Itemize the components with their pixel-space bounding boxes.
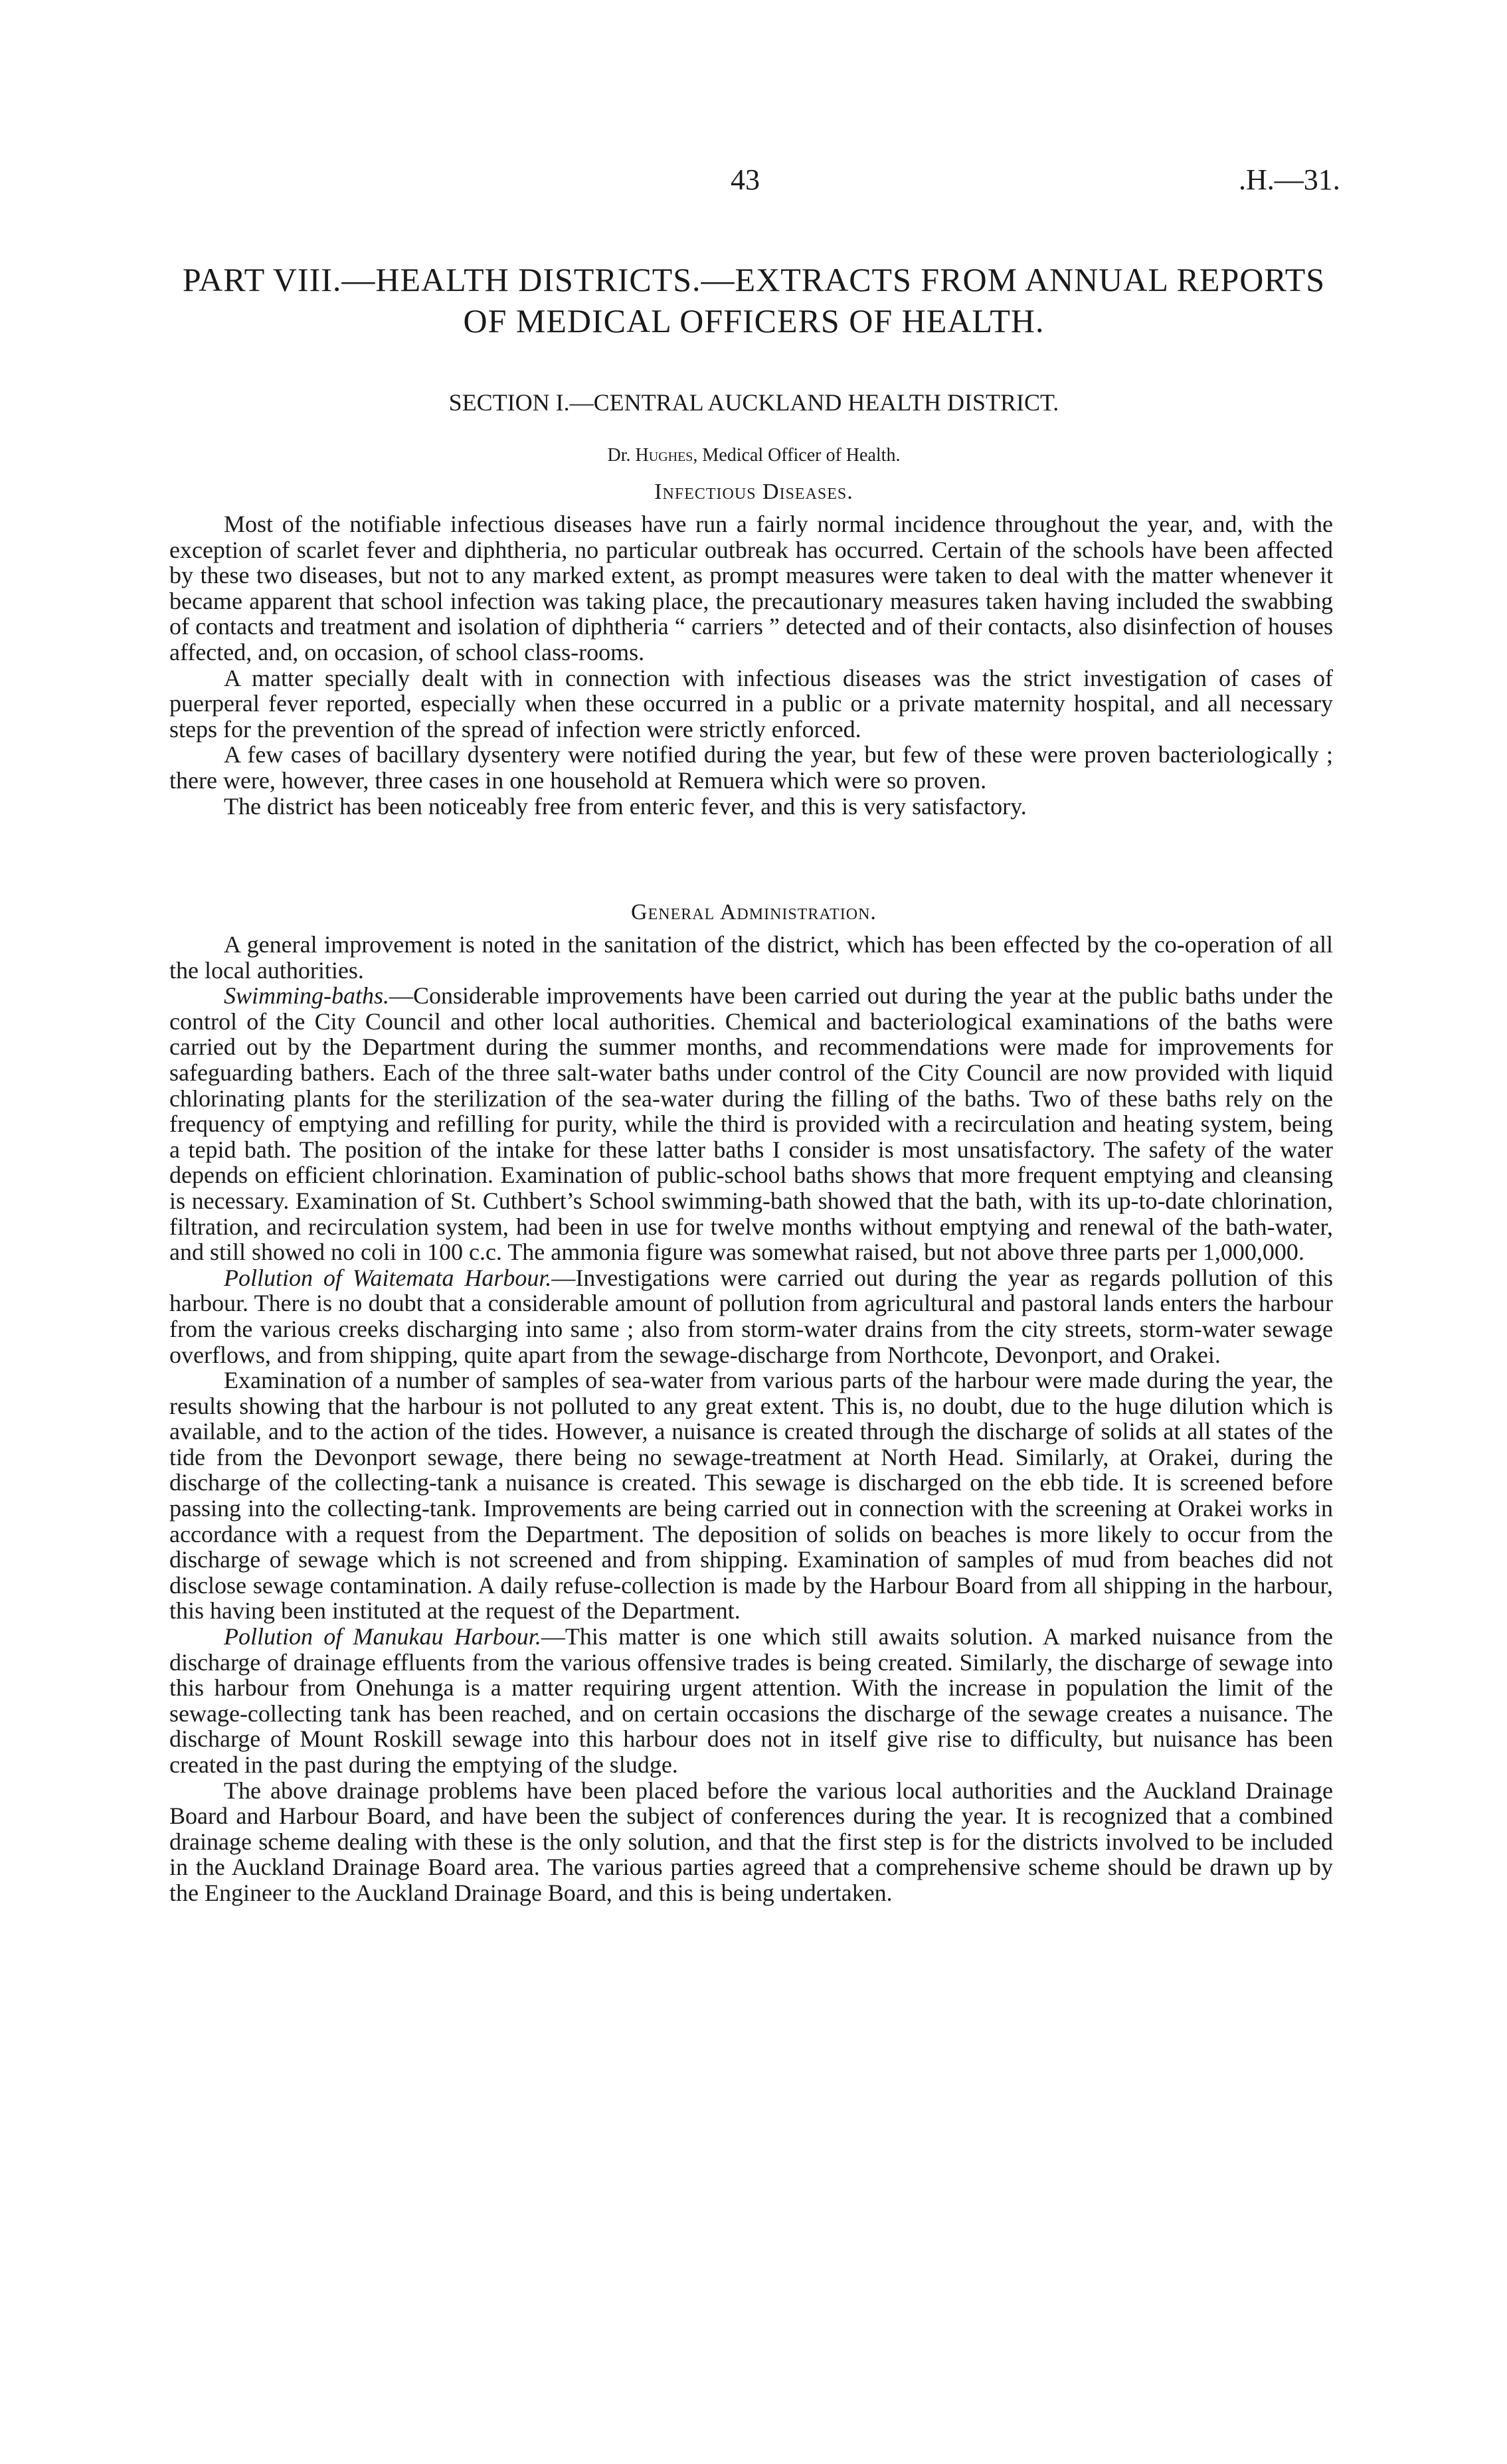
officer-name: Hughes <box>635 445 693 466</box>
paragraph: The above drainage problems have been placed before the various local authorities and the Auckland Drainage Board and Harbour Board, and have been the subject of conferences during the year. It is recognized that a combined drainage scheme dealing with these is the only solution, and that the first step is for the districts involved to be included in the Auckland Drainage Board area. The various parties agreed that a comprehensive scheme should be drawn up by the Engineer to the Auckland Drainage Board, and this is being undertaken. <box>169 1777 1333 1906</box>
paragraph: A few cases of bacillary dysentery were notified during the year, but few of these were proven bacteriologically ; there were, however, three cases in one household at Remuera which were so proven. <box>169 741 1333 794</box>
paragraph-manukau <box>169 1624 1333 1778</box>
officer-line <box>169 445 1338 466</box>
document-reference: .H.—31. <box>1239 163 1340 196</box>
subheading: Pollution of Manukau Harbour. <box>224 1623 541 1650</box>
heading-infectious-diseases: Infectious Diseases. <box>654 480 853 504</box>
paragraph: Most of the notifiable infectious diseases have run a fairly normal incidence throughout the year, and, with the exception of scarlet fever and diphtheria, no particular outbreak has occurred. Certain of the schools have been affected by these two diseases, but not to any marked extent, as prompt measures were taken to deal with the matter whenever it became apparent that school infection was taking place, the precautionary measures taken having included the swabbing of contacts and treatment and isolation of diphtheria “ carriers ” detected and of their contacts, also disinfection of houses affected, and, on occasion, of school class-rooms. <box>169 511 1333 665</box>
subheading: Swimming-baths. <box>224 982 390 1010</box>
officer-prefix: Dr. <box>607 445 631 466</box>
general-section <box>169 932 1333 1906</box>
section-title: SECTION I.—CENTRAL AUCKLAND HEALTH DISTRICT. <box>448 389 1059 416</box>
paragraph-waitemata <box>169 1265 1333 1367</box>
page-title: PART VIII.—HEALTH DISTRICTS.—EXTRACTS FROM ANNUAL REPORTS OF MEDICAL OFFICERS OF HEALTH. <box>182 261 1326 339</box>
heading-general-administration: General Administration. <box>631 900 877 924</box>
paragraph: A general improvement is noted in the sanitation of the district, which has been effected by the co-operation of all the local authorities. <box>169 931 1333 984</box>
paragraph-text: —Considerable improvements have been carried out during the year at the public baths under the control of the City Council and other local authorities. Chemical and bacteriological examinations of the baths were carried out by the Department during the summer months, and recommendations were made for improvements for safeguarding bathers. Each of the three salt-water baths under control of the City Council are now provided with liquid chlorinating plants for the sterilization of the sea-water during the filling of the baths. Two of these baths rely on the frequency of emptying and refilling for purity, while the third is provided with a recirculation and heating system, being a tepid bath. The position of the intake for these latter baths I consider is most unsatisfactory. The safety of the water depends on efficient chlorination. Examination of public-school baths shows that more frequent emptying and cleansing is necessary. Examination of St. Cuthbert’s School swimming-bath showed that the bath, with its up-to-date chlorination, filtration, and recirculation system, had been in use for twelve months without emptying and renewal of the bath-water, and still showed no coli in 100 c.c. The ammonia figure was somewhat raised, but not above three parts per 1,000,000. <box>169 982 1333 1266</box>
paragraph: Examination of a number of samples of sea-water from various parts of the harbour were made during the year, the results showing that the harbour is not polluted to any great extent. This is, no doubt, due to the huge dilution which is available, and to the action of the tides. However, a nuisance is created through the discharge of solids at all states of the tide from the Devonport sewage, there being no sewage-treatment at North Head. Similarly, at Orakei, during the discharge of the collecting-tank a nuisance is created. This sewage is discharged on the ebb tide. It is screened before passing into the collecting-tank. Improvements are being carried out in connection with the screening at Orakei works in accordance with a request from the Department. The deposition of solids on beaches is more likely to occur from the discharge of sewage which is not screened and from shipping. Examination of samples of mud from beaches did not disclose sewage contamination. A daily refuse-collection is made by the Harbour Board from all shipping in the harbour, this having been instituted at the request of the Department. <box>169 1367 1333 1625</box>
paragraph-text: —This matter is one which still awaits solution. A marked nuisance from the discharge of drainage effluents from the various offensive trades is being created. Similarly, the discharge of sewage into this harbour from Onehunga is a matter requiring urgent attention. With the increase in population the limit of the sewage-collecting tank has been reached, and on certain occasions the discharge of the sewage creates a nuisance. The discharge of Mount Roskill sewage into this harbour does not in itself give rise to difficulty, but nuisance has been created in the past during the emptying of the sludge. <box>169 1623 1333 1778</box>
officer-role: , Medical Officer of Health. <box>693 445 901 466</box>
paragraph: A matter specially dealt with in connection with infectious diseases was the strict investigation of cases of puerperal fever reported, especially when these occurred in a public or a private maternity hospital, and all necessary steps for the prevention of the spread of infection were strictly enforced. <box>169 664 1333 743</box>
paragraph-text: —Investigations were carried out during the year as regards pollution of this harbour. There is no doubt that a considerable amount of pollution from agricultural and pastoral lands enters the harbour from the various creeks discharging into same ; also from storm-water drains from the city streets, storm-water sewage overflows, and from shipping, quite apart from the sewage-discharge from Northcote, Devonport, and Orakei. <box>169 1264 1333 1368</box>
page-number: 43 <box>731 163 760 196</box>
subheading: Pollution of Waitemata Harbour. <box>224 1264 552 1291</box>
paragraph-swimming-baths <box>169 983 1333 1265</box>
paragraph: The district has been noticeably free from enteric fever, and this is very satisfactory. <box>224 792 1027 820</box>
infectious-section <box>169 511 1333 819</box>
